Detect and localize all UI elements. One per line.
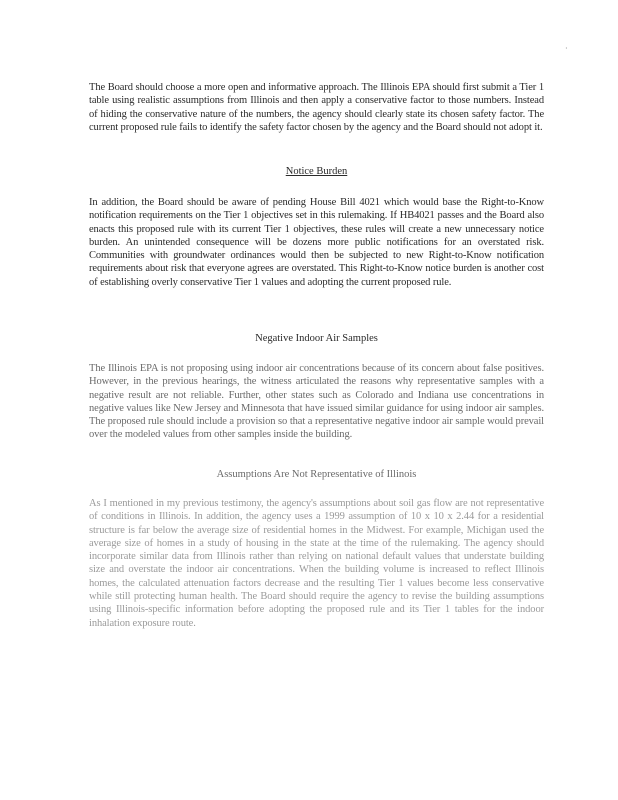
heading-negative-indoor-air: Negative Indoor Air Samples <box>255 333 378 344</box>
paragraph-notice-burden: In addition, the Board should be aware of pending House Bill 4021 which would base the Right-to-Know notification requirements on the Tier 1 objectives set in this rulemaking. If HB4021 passes and the Board also enacts this proposed rule with its current Tier 1 objectives, these rules will create a new unnecessary notice burden. An unintended consequence will be dozens more public notifications for an overstated risk. Communities with groundwater ordinances would then be subjected to new Right-to-Know notification requirements about risk that everyone agrees are overstated. This Right-to-Know notice burden is another cost of establishing overly conservative Tier 1 values and adopting the current proposed rule. <box>89 197 544 288</box>
paragraph-safety-factor: The Board should choose a more open and informative approach. The Illinois EPA should first submit a Tier 1 table using realistic assumptions from Illinois and then apply a conservative factor to those numbers. Instead of hiding the conservative nature of the numbers, the agency should clearly state its chosen safety factor. The current proposed rule fails to identify the safety factor chosen by the agency and the Board should not adopt it. <box>89 82 544 133</box>
paragraph-indoor-air: The Illinois EPA is not proposing using indoor air concentrations because of its concern about false positives. However, in the previous hearings, the witness articulated the reasons why representative samples with a negative result are not reliable. Further, other states such as Colorado and Indiana use concentrations in negative values like New Jersey and Minnesota that have issued similar guidance for using indoor air samples. The proposed rule should include a provision so that a representative negative indoor air sample would prevail over the modeled values from other samples inside the building. <box>89 363 544 441</box>
heading-assumptions: Assumptions Are Not Representative of Illinois <box>216 469 417 480</box>
page-mark: · <box>565 44 568 53</box>
paragraph-assumptions: As I mentioned in my previous testimony, the agency's assumptions about soil gas flow are not representative of conditions in Illinois. In addition, the agency uses a 1999 assumption of 10 x 10 x 2.44 for a residential structure is far below the average size of residential homes in the Midwest. For example, Michigan used the average size of homes in a study of housing in the state at the time of the rulemaking. The agency should incorporate similar data from Illinois rather than relying on national default values that understate building size and overstate the indoor air concentrations. When the building volume is increased to reflect Illinois homes, the calculated attenuation factors decrease and the resulting Tier 1 values become less conservative while still protecting human health. The Board should require the agency to revise the building assumptions using Illinois-specific information before adopting the proposed rule and its Tier 1 tables for the indoor inhalation exposure route. <box>89 498 544 629</box>
heading-notice-burden: Notice Burden <box>285 166 348 177</box>
